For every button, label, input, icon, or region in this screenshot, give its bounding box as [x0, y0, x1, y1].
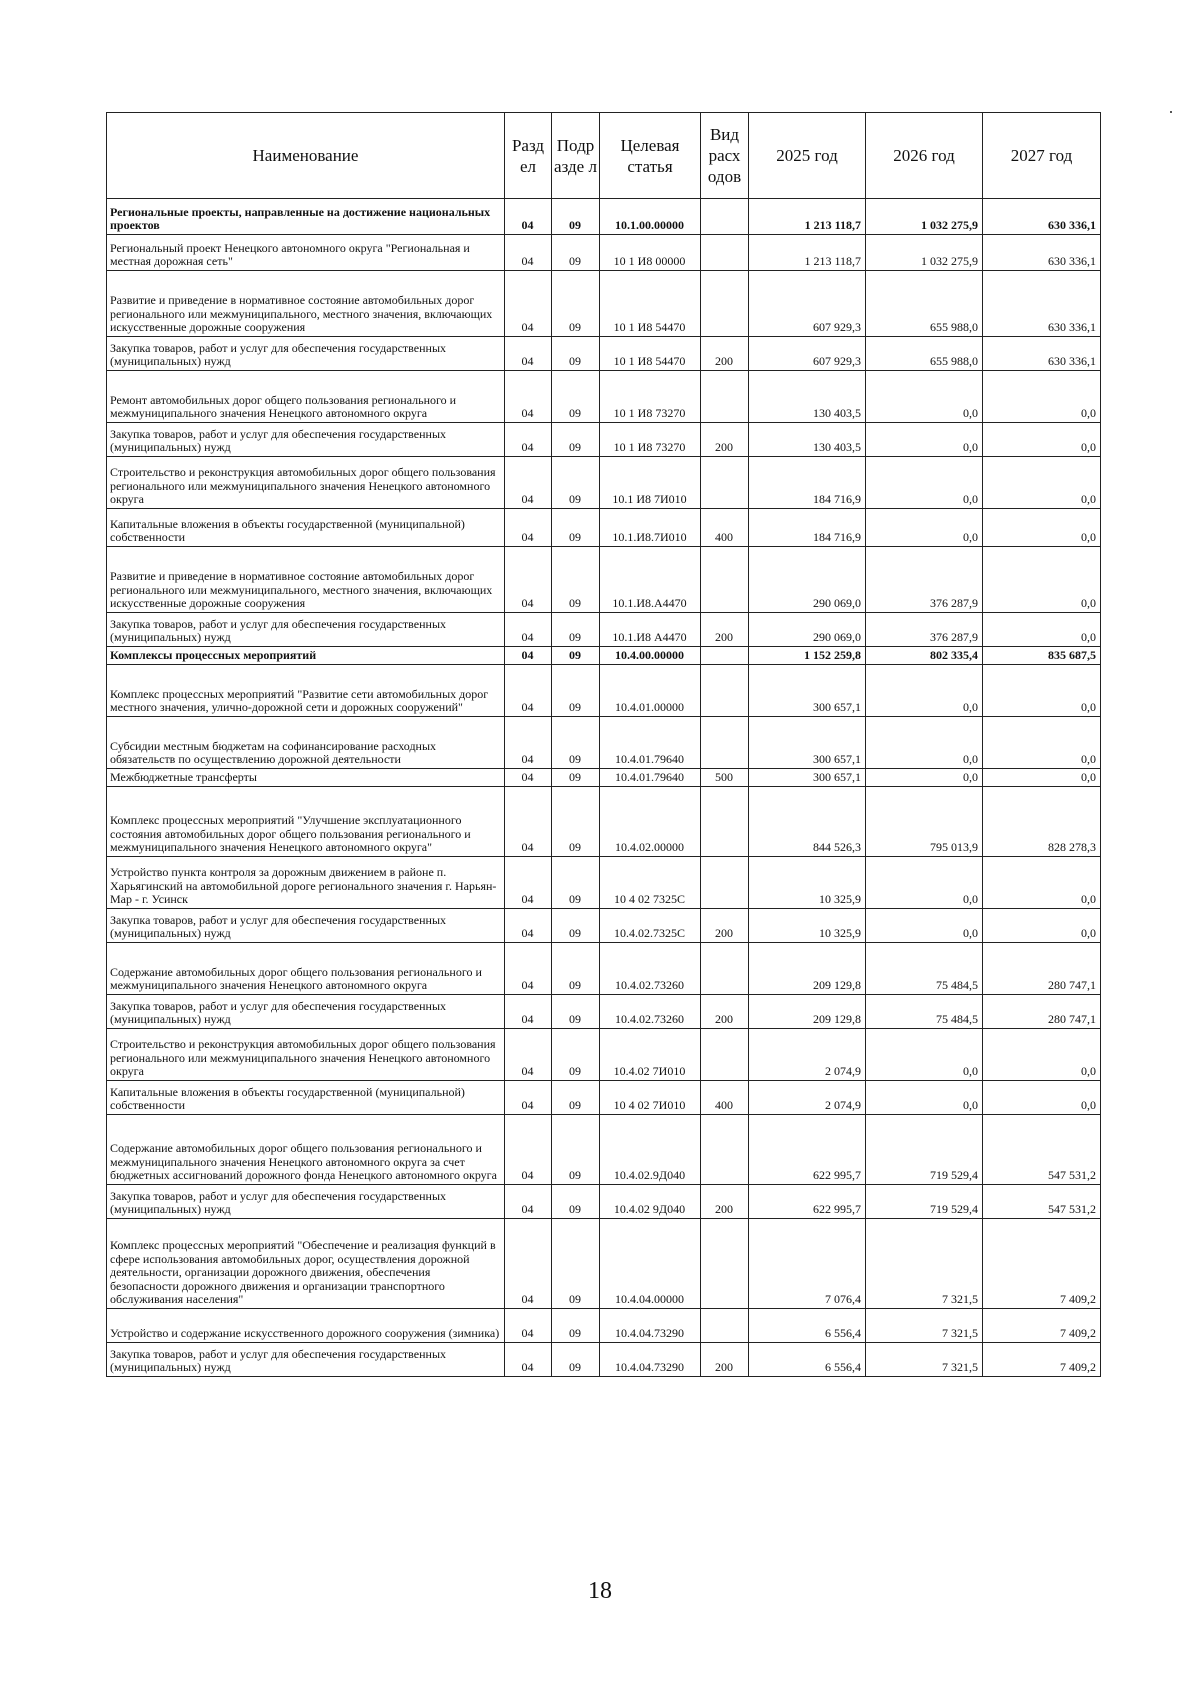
row-value-2025: 1 152 259,8	[749, 647, 866, 665]
row-value-2027: 0,0	[983, 509, 1101, 547]
row-value-2025: 300 657,1	[749, 769, 866, 787]
row-value-2025: 184 716,9	[749, 457, 866, 509]
row-section: 04	[505, 995, 552, 1029]
row-name: Развитие и приведение в нормативное состояние автомобильных дорог регионального или межмуниципального, местного значения, включающих искусственные дорожные сооружения	[107, 547, 505, 613]
row-name: Закупка товаров, работ и услуг для обеспечения государственных (муниципальных) нужд	[107, 1185, 505, 1219]
row-target: 10.4.01.79640	[600, 717, 701, 769]
row-value-2027: 547 531,2	[983, 1185, 1101, 1219]
row-value-2027: 835 687,5	[983, 647, 1101, 665]
table-row	[107, 647, 1101, 665]
row-subsection: 09	[552, 909, 600, 943]
row-section: 04	[505, 1081, 552, 1115]
row-value-2026: 0,0	[866, 1029, 983, 1081]
row-value-2025: 6 556,4	[749, 1343, 866, 1377]
row-target: 10.4.02.73260	[600, 995, 701, 1029]
table-row	[107, 769, 1101, 787]
row-value-2025: 607 929,3	[749, 337, 866, 371]
row-value-2025: 209 129,8	[749, 995, 866, 1029]
row-value-2025: 844 526,3	[749, 787, 866, 857]
row-target: 10 1 И8 54470	[600, 271, 701, 337]
row-section: 04	[505, 1029, 552, 1081]
row-name: Закупка товаров, работ и услуг для обеспечения государственных (муниципальных) нужд	[107, 995, 505, 1029]
row-value-2026: 655 988,0	[866, 271, 983, 337]
row-value-2025: 10 325,9	[749, 857, 866, 909]
row-section: 04	[505, 943, 552, 995]
row-name: Ремонт автомобильных дорог общего пользования регионального и межмуниципального значения Ненецкого автономного округа	[107, 371, 505, 423]
row-name: Региональный проект Ненецкого автономного округа "Региональная и местная дорожная сеть"	[107, 235, 505, 271]
row-subsection: 09	[552, 943, 600, 995]
row-subsection: 09	[552, 857, 600, 909]
row-name: Комплекс процессных мероприятий "Улучшение эксплуатационного состояния автомобильных дорог общего пользования регионального и межмуниципального значения Ненецкого автономного округа"	[107, 787, 505, 857]
row-value-2026: 1 032 275,9	[866, 235, 983, 271]
row-section: 04	[505, 769, 552, 787]
row-value-2026: 0,0	[866, 509, 983, 547]
row-name: Содержание автомобильных дорог общего пользования регионального и межмуниципального значения Ненецкого автономного округа за счет бюджетных ассигнований дорожного фонда Ненецкого автономного округа	[107, 1115, 505, 1185]
row-name: Комплекс процессных мероприятий "Обеспечение и реализация функций в сфере использования автомобильных дорог, осуществления дорожной деятельности, организации дорожного движения, обеспечения безопасности дорожного движения и организации транспортного обслуживания населения"	[107, 1219, 505, 1309]
table-row	[107, 1185, 1101, 1219]
row-value-2027: 0,0	[983, 1081, 1101, 1115]
row-name: Закупка товаров, работ и услуг для обеспечения государственных (муниципальных) нужд	[107, 613, 505, 647]
row-value-2025: 290 069,0	[749, 547, 866, 613]
row-section: 04	[505, 457, 552, 509]
row-subsection: 09	[552, 371, 600, 423]
row-value-2026: 0,0	[866, 371, 983, 423]
row-kind	[701, 1309, 749, 1343]
row-value-2027: 0,0	[983, 371, 1101, 423]
row-value-2025: 130 403,5	[749, 423, 866, 457]
row-name: Региональные проекты, направленные на достижение национальных проектов	[107, 199, 505, 235]
row-value-2026: 795 013,9	[866, 787, 983, 857]
table-row	[107, 1115, 1101, 1185]
row-subsection: 09	[552, 423, 600, 457]
row-subsection: 09	[552, 271, 600, 337]
row-value-2026: 7 321,5	[866, 1309, 983, 1343]
table-row	[107, 909, 1101, 943]
table-row	[107, 1343, 1101, 1377]
row-subsection: 09	[552, 1115, 600, 1185]
row-name: Развитие и приведение в нормативное состояние автомобильных дорог регионального или межмуниципального, местного значения, включающих искусственные дорожные сооружения	[107, 271, 505, 337]
budget-table	[106, 112, 1101, 1377]
row-value-2026: 0,0	[866, 717, 983, 769]
row-section: 04	[505, 857, 552, 909]
row-kind: 200	[701, 909, 749, 943]
row-section: 04	[505, 717, 552, 769]
row-kind	[701, 647, 749, 665]
row-value-2026: 75 484,5	[866, 943, 983, 995]
row-value-2027: 630 336,1	[983, 199, 1101, 235]
row-kind	[701, 457, 749, 509]
row-value-2027: 0,0	[983, 769, 1101, 787]
row-target: 10 4 02 7325С	[600, 857, 701, 909]
row-subsection: 09	[552, 769, 600, 787]
row-section: 04	[505, 1309, 552, 1343]
row-section: 04	[505, 909, 552, 943]
header-section: Разд ел	[505, 113, 552, 199]
row-value-2025: 2 074,9	[749, 1081, 866, 1115]
row-value-2026: 655 988,0	[866, 337, 983, 371]
table-row	[107, 547, 1101, 613]
row-target: 10.4.02 9Д040	[600, 1185, 701, 1219]
row-subsection: 09	[552, 787, 600, 857]
row-kind: 200	[701, 1185, 749, 1219]
row-value-2025: 184 716,9	[749, 509, 866, 547]
row-target: 10 1 И8 73270	[600, 371, 701, 423]
table-header-row	[107, 113, 1101, 199]
row-kind	[701, 235, 749, 271]
row-value-2027: 630 336,1	[983, 235, 1101, 271]
table-row	[107, 1309, 1101, 1343]
row-target: 10.4.01.00000	[600, 665, 701, 717]
row-subsection: 09	[552, 665, 600, 717]
row-kind: 200	[701, 1343, 749, 1377]
row-value-2027: 7 409,2	[983, 1343, 1101, 1377]
row-section: 04	[505, 613, 552, 647]
row-subsection: 09	[552, 613, 600, 647]
row-target: 10.4.02.73260	[600, 943, 701, 995]
row-value-2026: 75 484,5	[866, 995, 983, 1029]
row-kind	[701, 547, 749, 613]
row-value-2025: 1 213 118,7	[749, 235, 866, 271]
row-subsection: 09	[552, 1029, 600, 1081]
row-subsection: 09	[552, 1185, 600, 1219]
row-value-2026: 0,0	[866, 665, 983, 717]
row-section: 04	[505, 199, 552, 235]
row-subsection: 09	[552, 1309, 600, 1343]
row-name: Комплекс процессных мероприятий "Развитие сети автомобильных дорог местного значения, улично-дорожной сети и дорожных сооружений"	[107, 665, 505, 717]
table-row	[107, 509, 1101, 547]
table-row	[107, 787, 1101, 857]
row-value-2025: 6 556,4	[749, 1309, 866, 1343]
row-value-2027: 0,0	[983, 423, 1101, 457]
row-subsection: 09	[552, 995, 600, 1029]
row-name: Субсидии местным бюджетам на софинансирование расходных обязательств по осуществлению дорожной деятельности	[107, 717, 505, 769]
row-section: 04	[505, 1219, 552, 1309]
row-subsection: 09	[552, 235, 600, 271]
row-value-2027: 828 278,3	[983, 787, 1101, 857]
row-value-2025: 2 074,9	[749, 1029, 866, 1081]
row-kind	[701, 787, 749, 857]
row-value-2026: 376 287,9	[866, 547, 983, 613]
row-name: Закупка товаров, работ и услуг для обеспечения государственных (муниципальных) нужд	[107, 909, 505, 943]
table-row	[107, 1081, 1101, 1115]
row-section: 04	[505, 235, 552, 271]
row-section: 04	[505, 371, 552, 423]
row-target: 10 4 02 7И010	[600, 1081, 701, 1115]
row-kind	[701, 371, 749, 423]
table-row	[107, 613, 1101, 647]
row-value-2027: 547 531,2	[983, 1115, 1101, 1185]
header-target: Целевая статья	[600, 113, 701, 199]
row-subsection: 09	[552, 717, 600, 769]
row-value-2027: 0,0	[983, 665, 1101, 717]
header-2026: 2026 год	[866, 113, 983, 199]
row-name: Строительство и реконструкция автомобильных дорог общего пользования регионального или межмуниципального значения Ненецкого автономного округа	[107, 1029, 505, 1081]
row-value-2026: 0,0	[866, 1081, 983, 1115]
row-subsection: 09	[552, 1343, 600, 1377]
row-value-2027: 280 747,1	[983, 995, 1101, 1029]
row-value-2027: 280 747,1	[983, 943, 1101, 995]
row-value-2025: 300 657,1	[749, 665, 866, 717]
row-target: 10.1.00.00000	[600, 199, 701, 235]
row-value-2027: 0,0	[983, 717, 1101, 769]
row-section: 04	[505, 423, 552, 457]
row-kind: 400	[701, 509, 749, 547]
row-value-2026: 0,0	[866, 769, 983, 787]
row-target: 10.4.04.73290	[600, 1309, 701, 1343]
row-kind	[701, 857, 749, 909]
row-name: Закупка товаров, работ и услуг для обеспечения государственных (муниципальных) нужд	[107, 337, 505, 371]
table-row	[107, 1219, 1101, 1309]
row-kind: 200	[701, 337, 749, 371]
row-value-2025: 10 325,9	[749, 909, 866, 943]
row-value-2025: 622 995,7	[749, 1115, 866, 1185]
row-kind	[701, 1029, 749, 1081]
row-name: Устройство и содержание искусственного дорожного сооружения (зимника)	[107, 1309, 505, 1343]
row-target: 10.4.02.00000	[600, 787, 701, 857]
row-kind	[701, 1219, 749, 1309]
header-kind: Вид расх одов	[701, 113, 749, 199]
row-kind: 500	[701, 769, 749, 787]
row-kind	[701, 717, 749, 769]
row-value-2027: 0,0	[983, 457, 1101, 509]
row-target: 10.4.04.00000	[600, 1219, 701, 1309]
row-subsection: 09	[552, 509, 600, 547]
row-kind: 200	[701, 613, 749, 647]
row-target: 10.4.04.73290	[600, 1343, 701, 1377]
row-kind	[701, 1115, 749, 1185]
row-value-2027: 630 336,1	[983, 337, 1101, 371]
row-target: 10.4.02 7И010	[600, 1029, 701, 1081]
scan-speck	[1170, 111, 1172, 113]
row-kind: 200	[701, 995, 749, 1029]
row-target: 10.4.02.9Д040	[600, 1115, 701, 1185]
table-row	[107, 857, 1101, 909]
row-target: 10 1 И8 73270	[600, 423, 701, 457]
table-row	[107, 457, 1101, 509]
row-value-2026: 7 321,5	[866, 1219, 983, 1309]
row-value-2026: 1 032 275,9	[866, 199, 983, 235]
row-value-2025: 1 213 118,7	[749, 199, 866, 235]
table-row	[107, 717, 1101, 769]
row-value-2026: 0,0	[866, 909, 983, 943]
row-section: 04	[505, 1185, 552, 1219]
row-target: 10.4.00.00000	[600, 647, 701, 665]
row-subsection: 09	[552, 1219, 600, 1309]
table-row	[107, 1029, 1101, 1081]
row-name: Капитальные вложения в объекты государственной (муниципальной) собственности	[107, 509, 505, 547]
header-subsection: Подр азде л	[552, 113, 600, 199]
row-name: Межбюджетные трансферты	[107, 769, 505, 787]
row-target: 10 1 И8 54470	[600, 337, 701, 371]
row-target: 10.1.И8.А4470	[600, 547, 701, 613]
table-row	[107, 199, 1101, 235]
row-subsection: 09	[552, 457, 600, 509]
row-value-2026: 0,0	[866, 423, 983, 457]
row-section: 04	[505, 787, 552, 857]
row-target: 10.1.И8.7И010	[600, 509, 701, 547]
header-name: Наименование	[107, 113, 505, 199]
row-value-2025: 290 069,0	[749, 613, 866, 647]
row-value-2027: 0,0	[983, 547, 1101, 613]
row-name: Строительство и реконструкция автомобильных дорог общего пользования регионального или межмуниципального значения Ненецкого автономного округа	[107, 457, 505, 509]
table-row	[107, 371, 1101, 423]
row-value-2025: 209 129,8	[749, 943, 866, 995]
row-value-2026: 802 335,4	[866, 647, 983, 665]
row-kind	[701, 199, 749, 235]
row-value-2025: 7 076,4	[749, 1219, 866, 1309]
row-section: 04	[505, 647, 552, 665]
row-value-2026: 0,0	[866, 457, 983, 509]
table-body	[107, 199, 1101, 1377]
row-section: 04	[505, 271, 552, 337]
page-number: 18	[588, 1578, 612, 1604]
row-subsection: 09	[552, 647, 600, 665]
row-name: Закупка товаров, работ и услуг для обеспечения государственных (муниципальных) нужд	[107, 423, 505, 457]
row-subsection: 09	[552, 547, 600, 613]
row-section: 04	[505, 1343, 552, 1377]
table-row	[107, 943, 1101, 995]
table-row	[107, 423, 1101, 457]
row-value-2026: 0,0	[866, 857, 983, 909]
row-value-2025: 130 403,5	[749, 371, 866, 423]
row-subsection: 09	[552, 199, 600, 235]
row-kind	[701, 943, 749, 995]
table-row	[107, 337, 1101, 371]
row-section: 04	[505, 337, 552, 371]
row-target: 10.1 И8 7И010	[600, 457, 701, 509]
row-name: Содержание автомобильных дорог общего пользования регионального и межмуниципального значения Ненецкого автономного округа	[107, 943, 505, 995]
table-row	[107, 665, 1101, 717]
table-row	[107, 235, 1101, 271]
row-value-2027: 7 409,2	[983, 1219, 1101, 1309]
row-target: 10.4.01.79640	[600, 769, 701, 787]
row-section: 04	[505, 665, 552, 717]
row-value-2025: 622 995,7	[749, 1185, 866, 1219]
row-value-2026: 719 529,4	[866, 1115, 983, 1185]
row-target: 10.4.02.7325С	[600, 909, 701, 943]
row-name: Устройство пункта контроля за дорожным движением в районе п. Харьягинский на автомобильной дороге регионального значения г. Нарьян-Мар - г. Усинск	[107, 857, 505, 909]
row-value-2026: 376 287,9	[866, 613, 983, 647]
row-kind: 400	[701, 1081, 749, 1115]
row-value-2027: 630 336,1	[983, 271, 1101, 337]
row-value-2027: 0,0	[983, 857, 1101, 909]
row-kind	[701, 271, 749, 337]
row-section: 04	[505, 547, 552, 613]
row-subsection: 09	[552, 337, 600, 371]
row-value-2027: 0,0	[983, 909, 1101, 943]
table-row	[107, 995, 1101, 1029]
row-kind: 200	[701, 423, 749, 457]
row-section: 04	[505, 509, 552, 547]
row-name: Капитальные вложения в объекты государственной (муниципальной) собственности	[107, 1081, 505, 1115]
table-row	[107, 271, 1101, 337]
header-2025: 2025 год	[749, 113, 866, 199]
row-section: 04	[505, 1115, 552, 1185]
row-target: 10.1.И8 А4470	[600, 613, 701, 647]
row-value-2025: 300 657,1	[749, 717, 866, 769]
row-value-2025: 607 929,3	[749, 271, 866, 337]
row-target: 10 1 И8 00000	[600, 235, 701, 271]
row-value-2026: 7 321,5	[866, 1343, 983, 1377]
row-kind	[701, 665, 749, 717]
row-name: Закупка товаров, работ и услуг для обеспечения государственных (муниципальных) нужд	[107, 1343, 505, 1377]
row-value-2027: 7 409,2	[983, 1309, 1101, 1343]
header-2027: 2027 год	[983, 113, 1101, 199]
row-value-2027: 0,0	[983, 1029, 1101, 1081]
row-name: Комплексы процессных мероприятий	[107, 647, 505, 665]
row-value-2027: 0,0	[983, 613, 1101, 647]
row-value-2026: 719 529,4	[866, 1185, 983, 1219]
row-subsection: 09	[552, 1081, 600, 1115]
